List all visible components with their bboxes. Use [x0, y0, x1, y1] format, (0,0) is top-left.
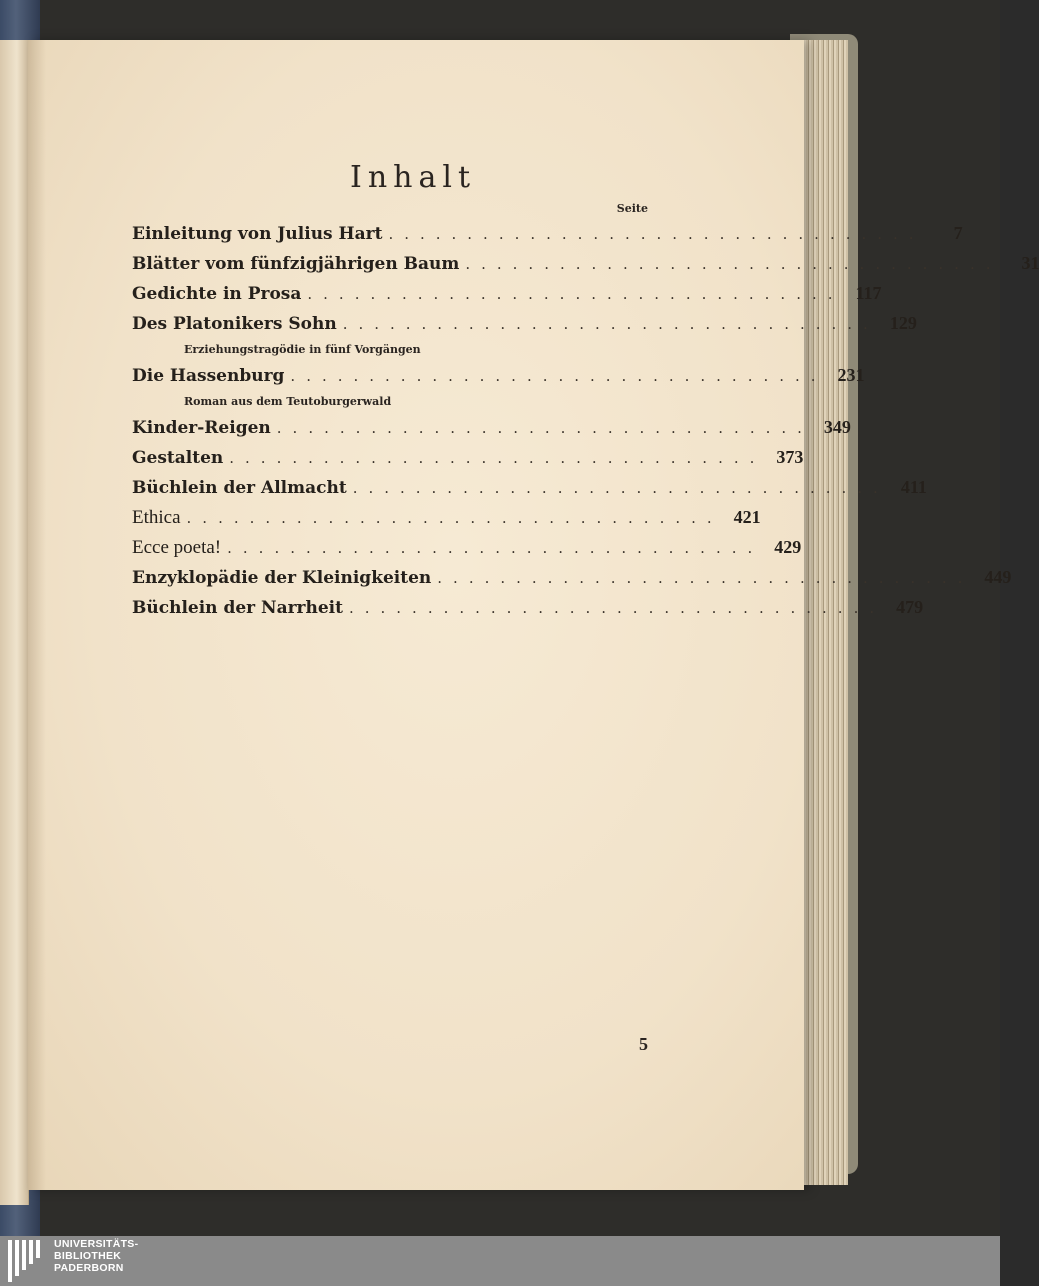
- table-of-contents: [132, 223, 1039, 627]
- library-logo-icon: [8, 1240, 46, 1282]
- toc-title: Die Hassenburg: [132, 366, 285, 386]
- toc-title: Des Platonikers Sohn: [132, 314, 337, 334]
- toc-title: Büchlein der Allmacht: [132, 478, 347, 498]
- toc-page: 429: [774, 537, 802, 557]
- left-page-edge: [0, 40, 29, 1205]
- toc-page: 7: [953, 223, 963, 243]
- toc-entry: [132, 417, 851, 447]
- toc-entry: [132, 537, 802, 567]
- leader-dots: ..................................: [465, 255, 1002, 273]
- library-logo-text: [54, 1238, 138, 1274]
- toc-entry: [132, 597, 924, 627]
- leader-dots: ..................................: [307, 285, 844, 303]
- leader-dots: ..................................: [227, 539, 764, 557]
- toc-entry: [132, 283, 882, 313]
- toc-subtitle: Erziehungstragödie in fünf Vorgängen: [184, 343, 421, 356]
- toc-entry: [132, 223, 963, 253]
- toc-title: Ethica: [132, 507, 181, 528]
- toc-page: 117: [855, 283, 882, 303]
- toc-title: Gestalten: [132, 448, 224, 468]
- leader-dots: ..................................: [342, 315, 879, 333]
- toc-page: 31: [1021, 253, 1039, 273]
- toc-title: Kinder-Reigen: [132, 418, 271, 438]
- toc-entry: [132, 447, 804, 477]
- logo-line: UNIVERSITÄTS-: [54, 1238, 139, 1250]
- leader-dots: ..................................: [437, 569, 974, 587]
- toc-title: Büchlein der Narrheit: [132, 598, 343, 618]
- toc-page: 349: [823, 417, 851, 437]
- toc-page: 231: [837, 365, 865, 385]
- page-title: Inhalt: [349, 160, 477, 195]
- leader-dots: ..................................: [290, 367, 827, 385]
- logo-line: BIBLIOTHEK: [54, 1250, 122, 1262]
- toc-title: Gedichte in Prosa: [132, 284, 302, 304]
- toc-page: 373: [776, 447, 804, 467]
- toc-page: 449: [984, 567, 1012, 587]
- logo-line: PADERBORN: [54, 1262, 124, 1274]
- leader-dots: ..................................: [388, 225, 925, 243]
- toc-title: Einleitung von Julius Hart: [132, 224, 383, 244]
- toc-page: 479: [896, 597, 924, 617]
- book-page: [28, 40, 1039, 1190]
- toc-page: 421: [733, 507, 761, 527]
- toc-title: Ecce poeta!: [132, 537, 222, 558]
- toc-entry: [132, 507, 761, 537]
- toc-entry: [132, 253, 1039, 283]
- toc-entry: [132, 313, 917, 365]
- page-number: 5: [639, 1034, 648, 1054]
- toc-entry: [132, 477, 927, 507]
- leader-dots: ..................................: [352, 479, 889, 497]
- leader-dots: ..................................: [186, 509, 723, 527]
- toc-subtitle: Roman aus dem Teutoburgerwald: [184, 395, 392, 408]
- page-column-header: Seite: [616, 202, 648, 215]
- toc-page: 411: [900, 477, 927, 497]
- leader-dots: ..................................: [229, 449, 766, 467]
- toc-entry: [132, 567, 1012, 597]
- toc-entry: [132, 365, 865, 417]
- toc-page: 129: [889, 313, 917, 333]
- leader-dots: ..................................: [348, 599, 886, 617]
- library-footer-bar: [0, 1236, 1000, 1286]
- toc-title: Blätter vom fünfzigjährigen Baum: [132, 254, 460, 274]
- leader-dots: ..................................: [276, 419, 813, 437]
- toc-title: Enzyklopädie der Kleinigkeiten: [132, 568, 432, 588]
